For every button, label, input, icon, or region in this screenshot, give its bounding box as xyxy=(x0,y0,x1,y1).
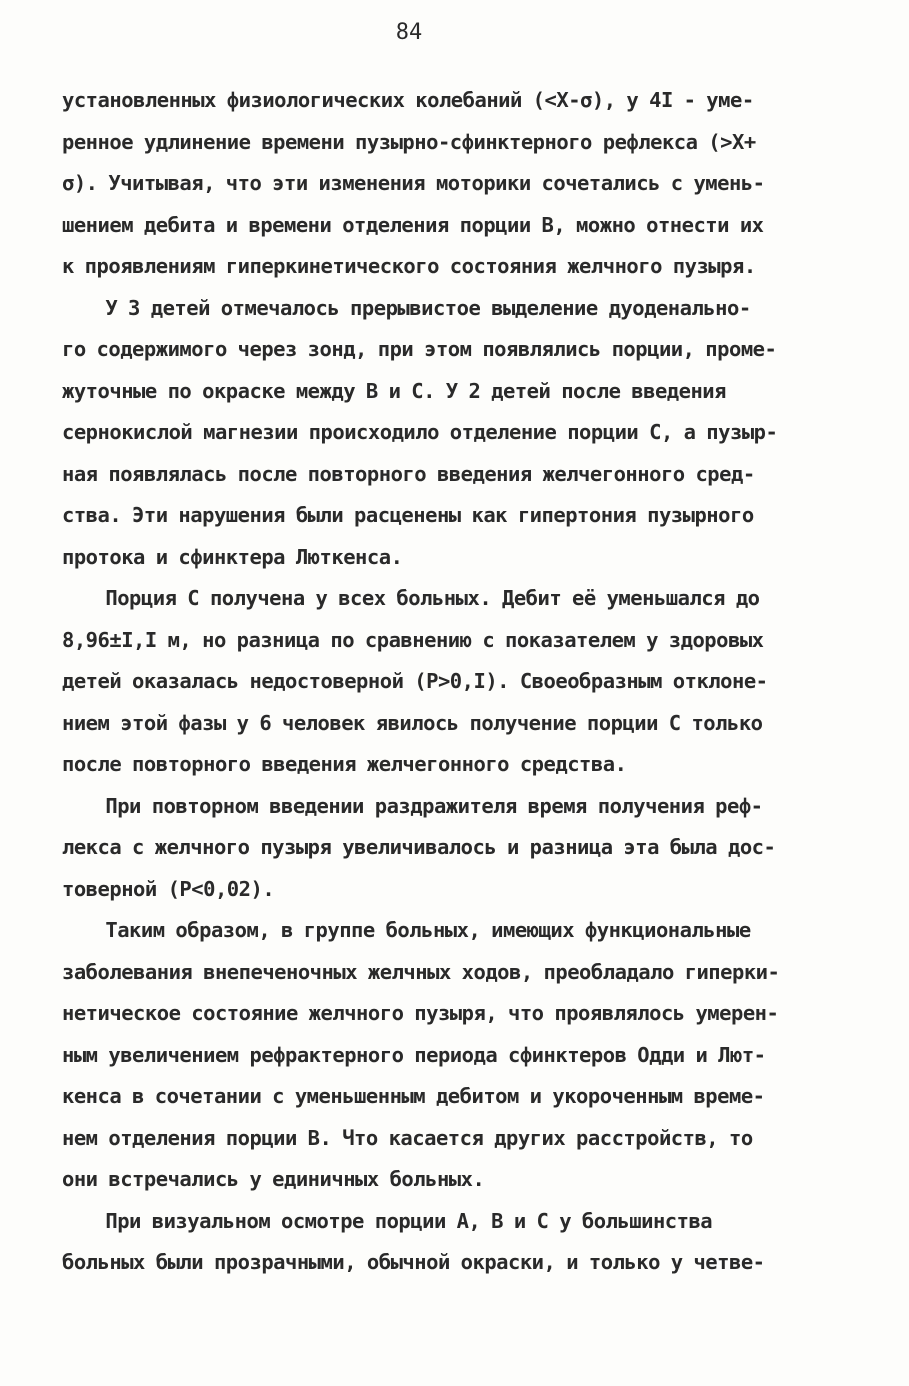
text-line: сернокислой магнезии происходило отделение порции С, а пузыр- xyxy=(62,420,778,444)
text-line: Порция С получена у всех больных. Дебит её уменьшался до xyxy=(62,586,760,610)
text-line: шением дебита и времени отделения порции В, можно отнести их xyxy=(62,212,764,237)
text-line: При визуальном осмотре порции А, В и С у большинства xyxy=(62,1208,713,1233)
text-line: ная появлялась после повторного введения желчегонного сред- xyxy=(62,461,755,486)
text-line: детей оказалась недостоверной (P>0,I). Своеобразным отклоне- xyxy=(62,669,768,693)
text-line: установленных физиологических колебаний (<X-σ), у 4I - уме- xyxy=(62,88,754,112)
text-line: го содержимого через зонд, при этом появлялись порции, проме- xyxy=(62,337,777,361)
text-line: товерной (P<0,02). xyxy=(62,876,275,901)
body-text xyxy=(62,80,852,1284)
text-line: ным увеличением рефрактерного периода сфинктеров Одди и Лют- xyxy=(62,1042,766,1067)
paragraph-3 xyxy=(62,578,852,786)
text-line: лекса с желчного пузыря увеличивалось и разница эта была дос- xyxy=(62,835,776,859)
paragraph-5 xyxy=(62,910,852,1201)
text-line: нетическое состояние желчного пузыря, что проявлялось умерен- xyxy=(62,1001,779,1025)
text-line: ства. Эти нарушения были расценены как гипертония пузырного xyxy=(62,503,754,527)
text-line: они встречались у единичных больных. xyxy=(62,1167,485,1191)
text-line: нем отделения порции В. Что касается других расстройств, то xyxy=(62,1125,753,1150)
text-line: после повторного введения желчегонного средства. xyxy=(62,752,627,776)
text-line: нием этой фазы у 6 человек явилось получение порции С только xyxy=(62,710,763,735)
text-line: У 3 детей отмечалось прерывистое выделение дуоденально- xyxy=(62,295,751,320)
text-line: 8,96±I,I м, но разница по сравнению с показателем у здоровых xyxy=(62,627,764,652)
text-line: жуточные по окраске между В и С. У 2 детей после введения xyxy=(62,378,726,403)
text-line: протока и сфинктера Люткенса. xyxy=(62,544,403,569)
text-line: кенса в сочетании с уменьшенным дебитом и укороченным време- xyxy=(62,1084,765,1108)
text-line: заболевания внепеченочных желчных ходов, преобладало гиперки- xyxy=(62,959,780,984)
text-line: ренное удлинение времени пузырно-сфинктерного рефлекса (>X+ xyxy=(62,129,756,154)
paragraph-4 xyxy=(62,786,852,911)
paragraph-6 xyxy=(62,1201,852,1284)
text-line: σ). Учитывая, что эти изменения моторики сочетались с умень- xyxy=(62,171,765,195)
text-line: больных были прозрачными, обычной окраски, и только у четве- xyxy=(62,1250,765,1274)
text-line: к проявлениям гиперкинетического состояния желчного пузыря. xyxy=(62,254,756,278)
page-number: 84 xyxy=(395,20,423,45)
paragraph-2 xyxy=(62,288,852,579)
text-line: При повторном введении раздражителя время получения реф- xyxy=(62,793,763,818)
text-line: Таким образом, в группе больных, имеющих функциональные xyxy=(62,918,751,942)
paragraph-1 xyxy=(62,80,852,288)
